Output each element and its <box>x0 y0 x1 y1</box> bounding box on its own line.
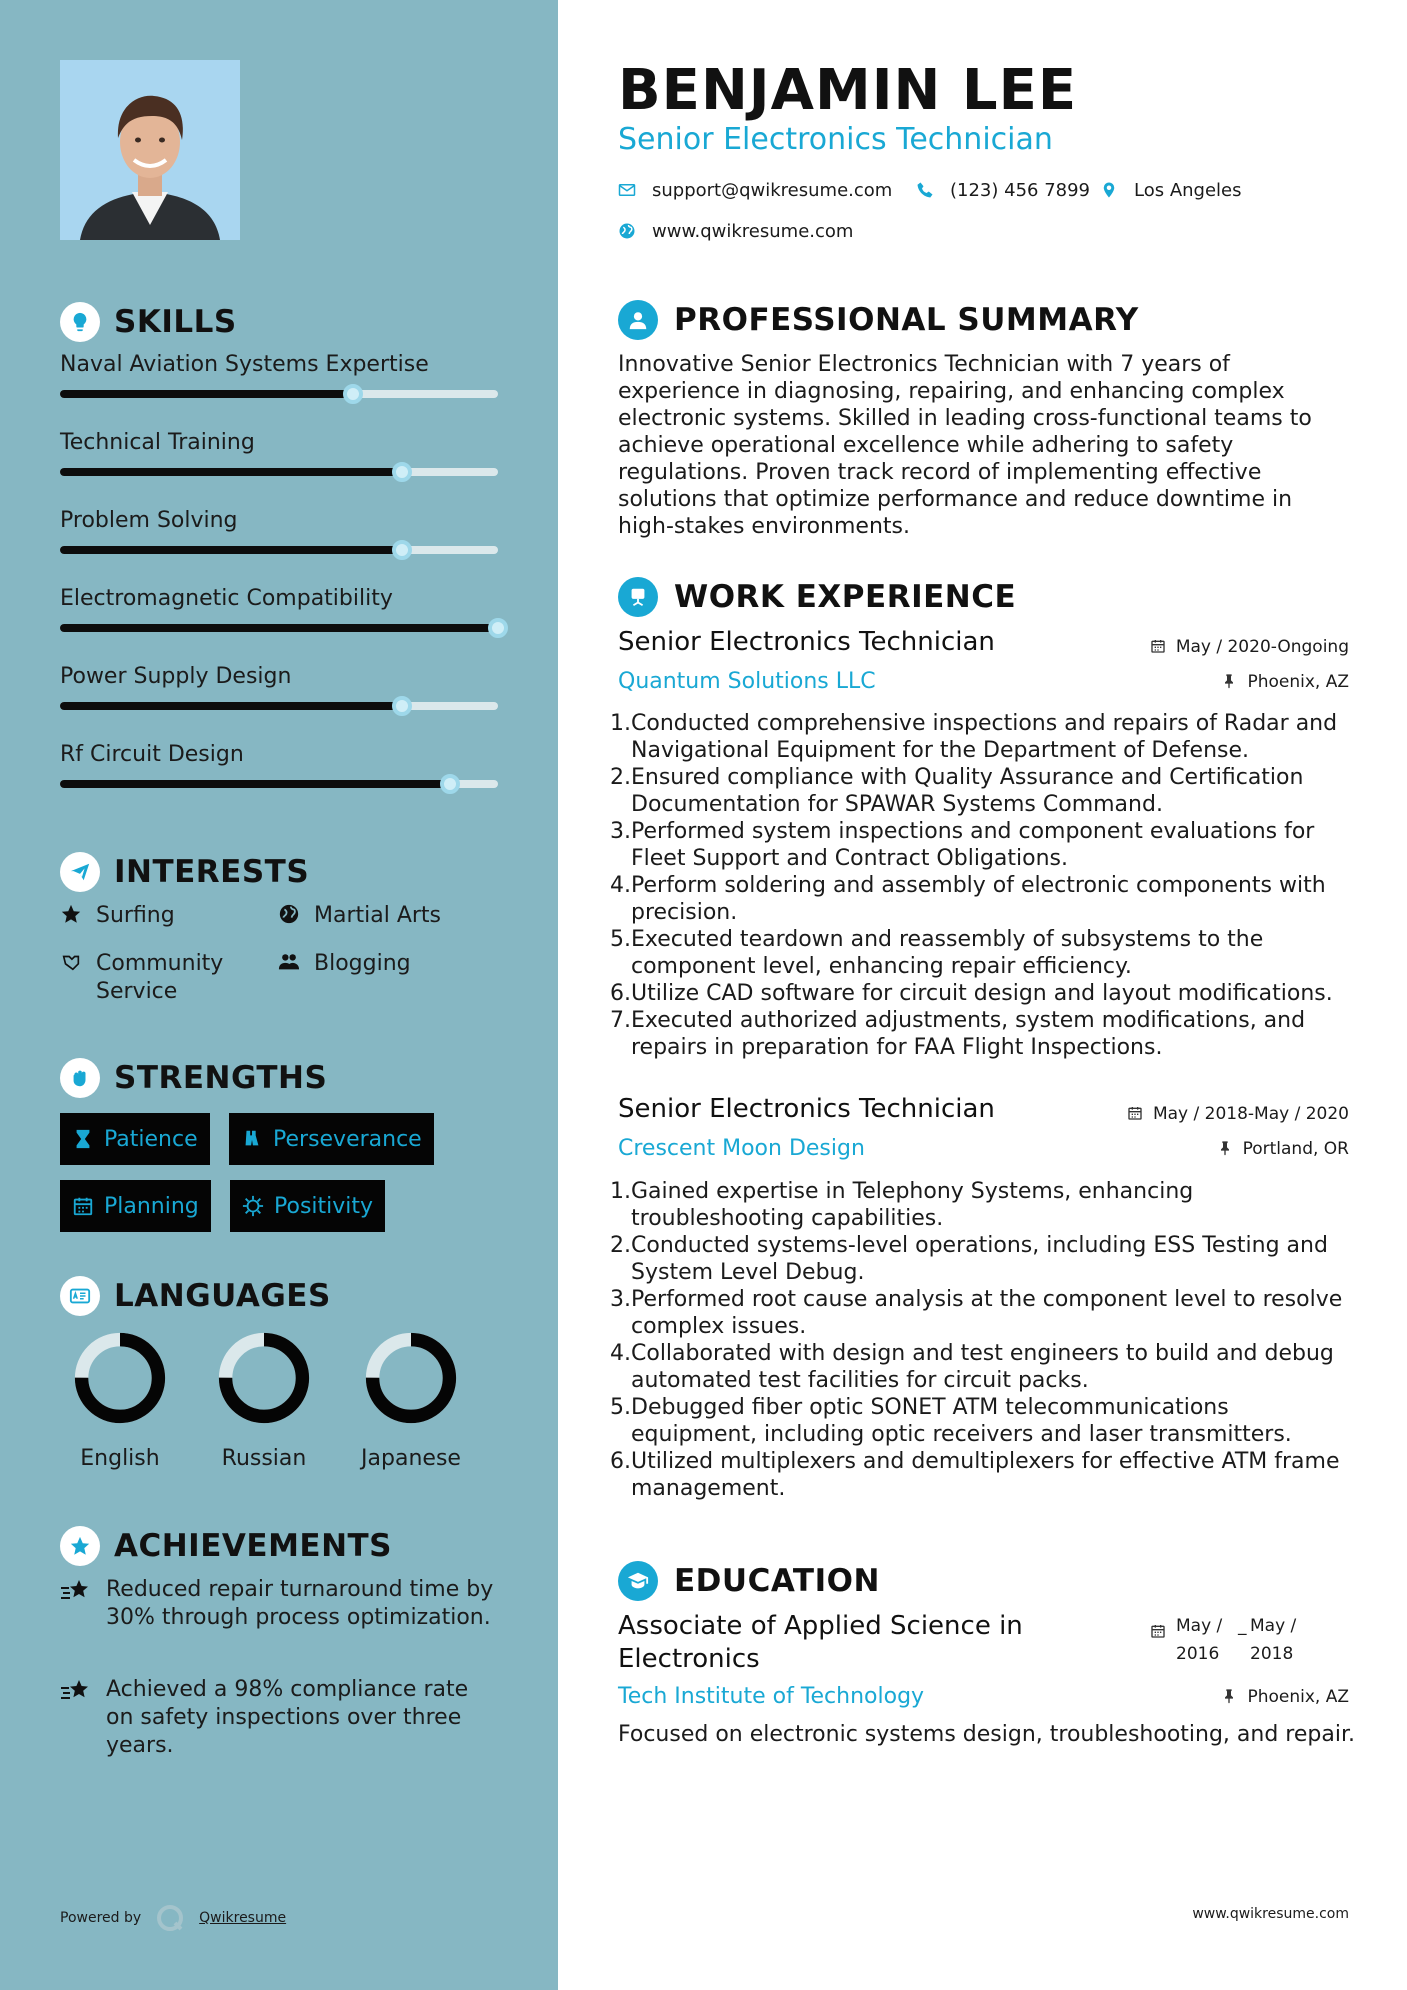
skill-knob <box>392 696 412 716</box>
binoculars-icon <box>241 1128 263 1150</box>
job-location <box>1217 1139 1349 1159</box>
qwikresume-logo-icon <box>155 1903 185 1933</box>
id-card-icon <box>60 1276 100 1316</box>
skill-knob <box>440 774 460 794</box>
map-pin-icon <box>1100 181 1120 201</box>
shooting-star-icon <box>60 1678 94 1760</box>
job-duties <box>610 710 1358 1061</box>
duty-text: Utilized multiplexers and demultiplexers for effective ATM frame management. <box>631 1449 1340 1501</box>
strengths-title: STRENGTHS <box>114 1060 328 1096</box>
job-title: Senior Electronics Technician <box>618 1094 995 1124</box>
skill-item <box>60 586 498 632</box>
skill-item <box>60 508 498 554</box>
strength-patience <box>60 1113 210 1165</box>
strength-label: Patience <box>104 1126 198 1152</box>
interest-item-blogging <box>278 950 411 978</box>
strengths-heading <box>60 1058 327 1098</box>
globe-icon <box>278 903 304 929</box>
qwikresume-link[interactable]: Qwikresume <box>199 1910 287 1926</box>
paper-plane-icon <box>60 852 100 892</box>
skill-name: Electromagnetic Compatibility <box>60 586 393 611</box>
summary-heading <box>618 300 1139 340</box>
website-text: www.qwikresume.com <box>652 221 854 242</box>
language-russian <box>194 1330 334 1471</box>
duty-text: Performed root cause analysis at the component level to resolve complex issues. <box>631 1287 1343 1339</box>
skill-item <box>60 352 498 398</box>
education-date-separator: _ <box>1238 1616 1247 1636</box>
skill-name: Naval Aviation Systems Expertise <box>60 352 429 377</box>
duty-item: 6. Utilize CAD software for circuit design and layout modifications. <box>610 981 1333 1006</box>
profile-photo <box>60 60 240 240</box>
skill-knob <box>392 540 412 560</box>
education-end <box>1250 1612 1296 1668</box>
job-dates <box>1127 1104 1349 1124</box>
job-location <box>1221 672 1349 692</box>
language-ring <box>216 1330 312 1426</box>
duty-text: Conducted systems-level operations, including ESS Testing and System Level Debug. <box>631 1233 1328 1285</box>
contact-website[interactable] <box>618 221 853 242</box>
language-name: Russian <box>221 1446 307 1471</box>
education-end-month: May / <box>1250 1616 1297 1636</box>
duty-text: Perform soldering and assembly of electronic components with precision. <box>631 873 1326 925</box>
duty-text: Performed system inspections and component evaluations for Fleet Support and Contract Obligations. <box>631 819 1315 871</box>
skill-fill <box>60 468 402 476</box>
hourglass-icon <box>72 1128 94 1150</box>
skill-name: Rf Circuit Design <box>60 742 244 767</box>
job-title: Senior Electronics Technician <box>618 627 995 657</box>
duty-item: 2. Conducted systems-level operations, including ESS Testing and System Level Debug. <box>618 1232 1358 1286</box>
language-ring <box>72 1330 168 1426</box>
duty-text: Conducted comprehensive inspections and repairs of Radar and Navigational Equipment for the Department of Defense. <box>631 711 1338 763</box>
calendar-icon <box>72 1195 94 1217</box>
achievements-heading <box>60 1526 392 1566</box>
strength-planning <box>60 1180 211 1232</box>
languages-title: LANGUAGES <box>114 1278 331 1314</box>
presentation-icon <box>618 577 658 617</box>
skill-knob <box>343 384 363 404</box>
duty-item: 4. Perform soldering and assembly of electronic components with precision. <box>618 872 1358 926</box>
portrait-image <box>60 60 240 240</box>
interest-item-community-service <box>60 950 260 1006</box>
duty-text: Executed authorized adjustments, system modifications, and repairs in preparation for FAA Flight Inspections. <box>631 1008 1306 1060</box>
education-degree: Associate of Applied Science in Electronics <box>618 1611 1023 1674</box>
experience-title: WORK EXPERIENCE <box>674 579 1017 615</box>
interest-label: Community Service <box>96 951 224 1004</box>
shooting-star-icon <box>60 1578 94 1632</box>
job-location-text: Portland, OR <box>1242 1139 1349 1159</box>
powered-by <box>60 1903 286 1933</box>
education-start-month: May / <box>1176 1616 1223 1636</box>
duty-text: Debugged fiber optic SONET ATM telecommunications equipment, including optic receivers and laser transmitters. <box>631 1395 1292 1447</box>
duty-item: 5. Executed teardown and reassembly of subsystems to the component level, enhancing repair efficiency. <box>618 926 1358 980</box>
experience-heading <box>618 577 1016 617</box>
contact-email[interactable] <box>618 180 892 201</box>
achievements-title: ACHIEVEMENTS <box>114 1528 393 1564</box>
summary-title: PROFESSIONAL SUMMARY <box>674 302 1139 338</box>
education-start-year: 2016 <box>1176 1644 1220 1664</box>
achievement-item <box>60 1576 500 1632</box>
skill-fill <box>60 390 353 398</box>
strength-label: Planning <box>104 1193 199 1219</box>
interest-label: Martial Arts <box>314 903 442 928</box>
skill-bar <box>60 780 498 788</box>
phone-text: (123) 456 7899 <box>950 180 1091 201</box>
skill-bar <box>60 468 498 476</box>
candidate-name: BENJAMIN LEE <box>618 58 1078 123</box>
language-ring <box>363 1330 459 1426</box>
envelope-icon <box>618 181 638 201</box>
education-dates <box>1150 1612 1296 1668</box>
user-icon <box>618 300 658 340</box>
job-company: Quantum Solutions LLC <box>618 669 876 694</box>
job-dates <box>1150 637 1349 657</box>
job-dates-text: May / 2018-May / 2020 <box>1152 1104 1349 1124</box>
users-icon <box>278 951 304 977</box>
duty-text: Executed teardown and reassembly of subsystems to the component level, enhancing repair efficiency. <box>631 927 1264 979</box>
sidebar <box>0 0 558 1990</box>
duty-item: 5. Debugged fiber optic SONET ATM telecommunications equipment, including optic receivers and laser transmitters. <box>618 1394 1358 1448</box>
achievement-text: Achieved a 98% compliance rate on safety inspections over three years. <box>106 1677 469 1758</box>
calendar-icon <box>1150 638 1168 656</box>
education-location-text: Phoenix, AZ <box>1247 1687 1349 1707</box>
interests-title: INTERESTS <box>114 854 310 890</box>
duty-item: 1. Gained expertise in Telephony Systems, enhancing troubleshooting capabilities. <box>618 1178 1358 1232</box>
contact-location <box>1100 180 1242 201</box>
phone-icon <box>916 181 936 201</box>
skill-fill <box>60 546 402 554</box>
summary-text: Innovative Senior Electronics Technician with 7 years of experience in diagnosing, repairing, and enhancing complex electronic systems. Skilled in leading cross-functional teams to achieve operational excellence while adhering to safety regulations. Proven track record of implementing effective solutions that optimize performance and reduce downtime in high-stakes environments. <box>618 352 1312 539</box>
globe-icon <box>618 222 638 242</box>
education-heading <box>618 1561 880 1601</box>
interests-heading <box>60 852 309 892</box>
skill-name: Power Supply Design <box>60 664 292 689</box>
skill-fill <box>60 780 450 788</box>
interest-label: Surfing <box>96 903 175 928</box>
job-location-text: Phoenix, AZ <box>1247 672 1349 692</box>
education-start <box>1176 1612 1236 1668</box>
languages-heading <box>60 1276 331 1316</box>
skill-bar <box>60 702 498 710</box>
calendar-icon <box>1150 1620 1168 1648</box>
skill-name: Problem Solving <box>60 508 238 533</box>
handshake-icon <box>60 951 86 977</box>
language-name: Japanese <box>361 1446 461 1471</box>
duty-item: 2. Ensured compliance with Quality Assurance and Certification Documentation for SPAWAR Systems Command. <box>618 764 1358 818</box>
language-english <box>50 1330 190 1471</box>
interest-item-surfing <box>60 902 175 930</box>
education-location <box>1221 1687 1349 1707</box>
education-school: Tech Institute of Technology <box>618 1684 925 1709</box>
duty-text: Utilize CAD software for circuit design and layout modifications. <box>631 981 1333 1006</box>
job-company: Crescent Moon Design <box>618 1136 865 1161</box>
duty-item: 4. Collaborated with design and test engineers to build and debug automated test facilities for circuit packs. <box>618 1340 1358 1394</box>
strength-positivity <box>230 1180 385 1232</box>
strength-label: Perseverance <box>273 1126 422 1152</box>
skills-heading <box>60 302 237 342</box>
skill-item <box>60 430 498 476</box>
interest-item-martial-arts <box>278 902 441 930</box>
duty-item: 7. Executed authorized adjustments, system modifications, and repairs in preparation for FAA Flight Inspections. <box>618 1007 1358 1061</box>
contact-phone[interactable] <box>916 180 1090 201</box>
sun-icon <box>242 1195 264 1217</box>
pushpin-icon <box>1221 673 1239 691</box>
pushpin-icon <box>1217 1140 1235 1158</box>
education-end-year: 2018 <box>1250 1644 1294 1664</box>
skills-title: SKILLS <box>114 304 237 340</box>
calendar-icon <box>1127 1105 1145 1123</box>
powered-by-label: Powered by <box>60 1910 142 1926</box>
job-duties <box>610 1178 1358 1502</box>
duty-text: Collaborated with design and test engineers to build and debug automated test facilities for circuit packs. <box>631 1341 1334 1393</box>
pushpin-icon <box>1221 1688 1239 1706</box>
duty-item: 3. Performed root cause analysis at the component level to resolve complex issues. <box>618 1286 1358 1340</box>
skill-bar <box>60 624 498 632</box>
job-dates-text: May / 2020-Ongoing <box>1175 637 1349 657</box>
duty-item: 3. Performed system inspections and component evaluations for Fleet Support and Contract Obligations. <box>618 818 1358 872</box>
education-description: Focused on electronic systems design, troubleshooting, and repair. <box>618 1722 1355 1747</box>
strength-perseverance <box>229 1113 434 1165</box>
interest-label: Blogging <box>314 951 411 976</box>
location-text: Los Angeles <box>1134 180 1242 201</box>
skill-bar <box>60 546 498 554</box>
candidate-role: Senior Electronics Technician <box>618 122 1053 157</box>
lightbulb-icon <box>60 302 100 342</box>
achievement-text: Reduced repair turnaround time by 30% through process optimization. <box>106 1577 494 1630</box>
duty-item: 1. Conducted comprehensive inspections and repairs of Radar and Navigational Equipment for the Department of Defense. <box>618 710 1358 764</box>
skill-fill <box>60 702 402 710</box>
skill-name: Technical Training <box>60 430 255 455</box>
duty-text: Gained expertise in Telephony Systems, enhancing troubleshooting capabilities. <box>631 1179 1194 1231</box>
skill-fill <box>60 624 498 632</box>
language-japanese <box>341 1330 481 1471</box>
skill-bar <box>60 390 498 398</box>
skill-knob <box>488 618 508 638</box>
duty-item: 6. Utilized multiplexers and demultiplexers for effective ATM frame management. <box>618 1448 1358 1502</box>
fist-icon <box>60 1058 100 1098</box>
skill-item <box>60 742 498 788</box>
footer-url[interactable]: www.qwikresume.com <box>1192 1906 1349 1922</box>
skill-knob <box>392 462 412 482</box>
email-text: support@qwikresume.com <box>652 180 893 201</box>
strength-label: Positivity <box>274 1193 374 1219</box>
star-icon <box>60 903 86 929</box>
skill-item <box>60 664 498 710</box>
duty-text: Ensured compliance with Quality Assurance and Certification Documentation for SPAWAR Systems Command. <box>631 765 1304 817</box>
language-name: English <box>80 1446 160 1471</box>
achievement-item <box>60 1676 500 1760</box>
graduation-cap-icon <box>618 1561 658 1601</box>
star-badge-icon <box>60 1526 100 1566</box>
education-title: EDUCATION <box>674 1563 880 1599</box>
